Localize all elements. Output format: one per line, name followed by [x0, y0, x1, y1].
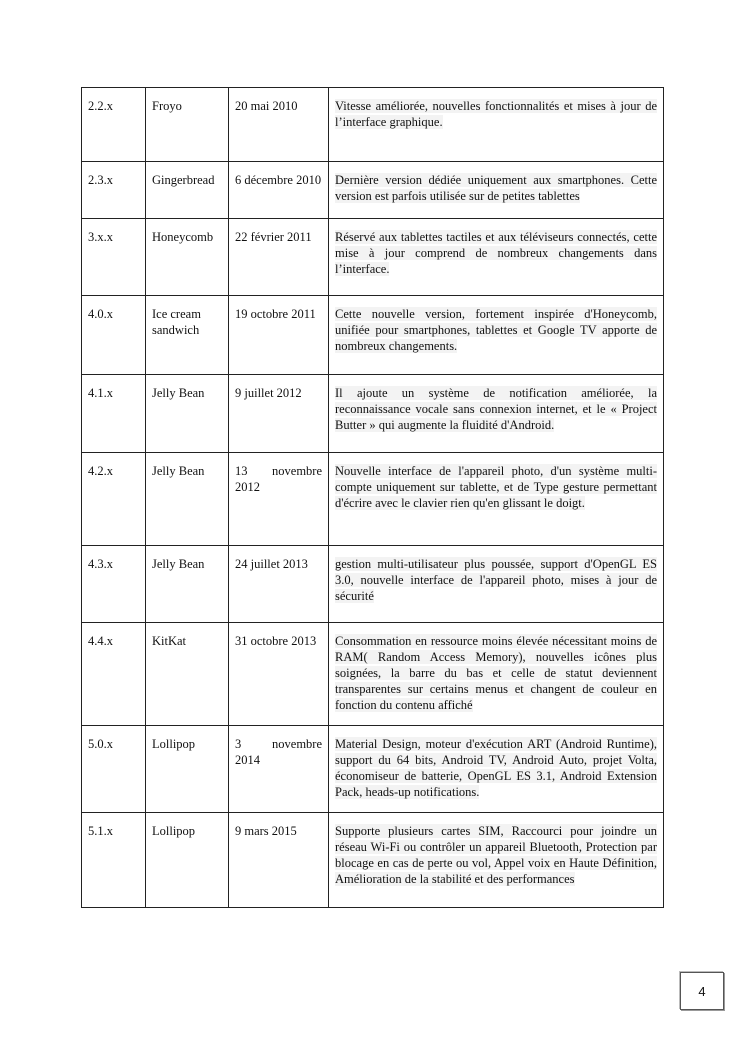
description-text: gestion multi-utilisateur plus poussée, support d'OpenGL ES 3.0, nouvelle interface de l'appareil photo, mises à jour de sécurité [335, 557, 657, 603]
description-text: Supporte plusieurs cartes SIM, Raccourci pour joindre un réseau Wi-Fi ou contrôler un appareil Bluetooth, Protection par blocage en cas de perte ou vol, Appel voix en Haute Définition, Amélioration de la stabilité et des performances [335, 824, 657, 886]
description-text: Consommation en ressource moins élevée nécessitant moins de RAM( Random Access Memory), nouvelles icônes plus soignées, la barre du bas et celle de statut deviennent transparentes sur certains menus et changent de couleur en fonction du contenu affiché [335, 634, 657, 712]
version-cell: 2.2.x [82, 88, 146, 162]
table-row [82, 296, 664, 375]
version-cell: 4.3.x [82, 546, 146, 623]
description-text: Cette nouvelle version, fortement inspirée d'Honeycomb, unifiée pour smartphones, tablettes et Google TV apporte de nombreux changements. [335, 307, 657, 353]
version-cell: 4.2.x [82, 453, 146, 546]
description-cell [329, 623, 664, 726]
page-number: 4 [680, 972, 724, 1010]
description-text: Nouvelle interface de l'appareil photo, d'un système multi-compte uniquement sur tablette, et de Type gesture permettant d'écrire avec le clavier rien qu'en glissant le doigt. [335, 464, 657, 510]
description-cell [329, 162, 664, 219]
name-cell: Ice cream sandwich [146, 296, 229, 375]
version-cell: 5.0.x [82, 726, 146, 813]
description-cell [329, 375, 664, 453]
date-cell: 22 février 2011 [229, 219, 329, 296]
description-text: Dernière version dédiée uniquement aux smartphones. Cette version est parfois utilisée sur de petites tablettes [335, 173, 657, 203]
description-cell [329, 813, 664, 908]
table-row [82, 546, 664, 623]
name-cell: KitKat [146, 623, 229, 726]
description-text: Il ajoute un système de notification améliorée, la reconnaissance vocale sans connexion internet, et le « Project Butter » qui augmente la fluidité d'Android. [335, 386, 657, 432]
table-row [82, 726, 664, 813]
date-cell: 13 novembre 2012 [229, 453, 329, 546]
android-versions-table [81, 87, 664, 908]
description-text: Material Design, moteur d'exécution ART (Android Runtime), support du 64 bits, Android TV, Android Auto, projet Volta, économiseur de batterie, OpenGL ES 3.1, Android Extension Pack, heads-up notifications. [335, 737, 657, 799]
version-cell: 4.1.x [82, 375, 146, 453]
date-cell: 31 octobre 2013 [229, 623, 329, 726]
table-row [82, 813, 664, 908]
description-cell [329, 219, 664, 296]
name-cell: Honeycomb [146, 219, 229, 296]
version-cell: 3.x.x [82, 219, 146, 296]
table-row [82, 219, 664, 296]
date-cell: 24 juillet 2013 [229, 546, 329, 623]
version-cell: 5.1.x [82, 813, 146, 908]
name-cell: Jelly Bean [146, 546, 229, 623]
date-cell: 19 octobre 2011 [229, 296, 329, 375]
version-cell: 4.4.x [82, 623, 146, 726]
table-row [82, 375, 664, 453]
name-cell: Jelly Bean [146, 453, 229, 546]
description-text: Vitesse améliorée, nouvelles fonctionnalités et mises à jour de l’interface graphique. [335, 99, 657, 129]
date-cell: 20 mai 2010 [229, 88, 329, 162]
name-cell: Jelly Bean [146, 375, 229, 453]
version-cell: 4.0.x [82, 296, 146, 375]
table-row [82, 162, 664, 219]
description-cell [329, 88, 664, 162]
table-row [82, 453, 664, 546]
table-row [82, 623, 664, 726]
description-cell [329, 726, 664, 813]
date-cell: 9 mars 2015 [229, 813, 329, 908]
version-cell: 2.3.x [82, 162, 146, 219]
description-cell [329, 453, 664, 546]
description-text: Réservé aux tablettes tactiles et aux téléviseurs connectés, cette mise à jour comprend de nombreux changements dans l’interface. [335, 230, 657, 276]
name-cell: Gingerbread [146, 162, 229, 219]
date-cell: 6 décembre 2010 [229, 162, 329, 219]
name-cell: Lollipop [146, 726, 229, 813]
name-cell: Lollipop [146, 813, 229, 908]
name-cell: Froyo [146, 88, 229, 162]
table-row [82, 88, 664, 162]
date-cell: 9 juillet 2012 [229, 375, 329, 453]
description-cell [329, 546, 664, 623]
description-cell [329, 296, 664, 375]
date-cell: 3 novembre 2014 [229, 726, 329, 813]
